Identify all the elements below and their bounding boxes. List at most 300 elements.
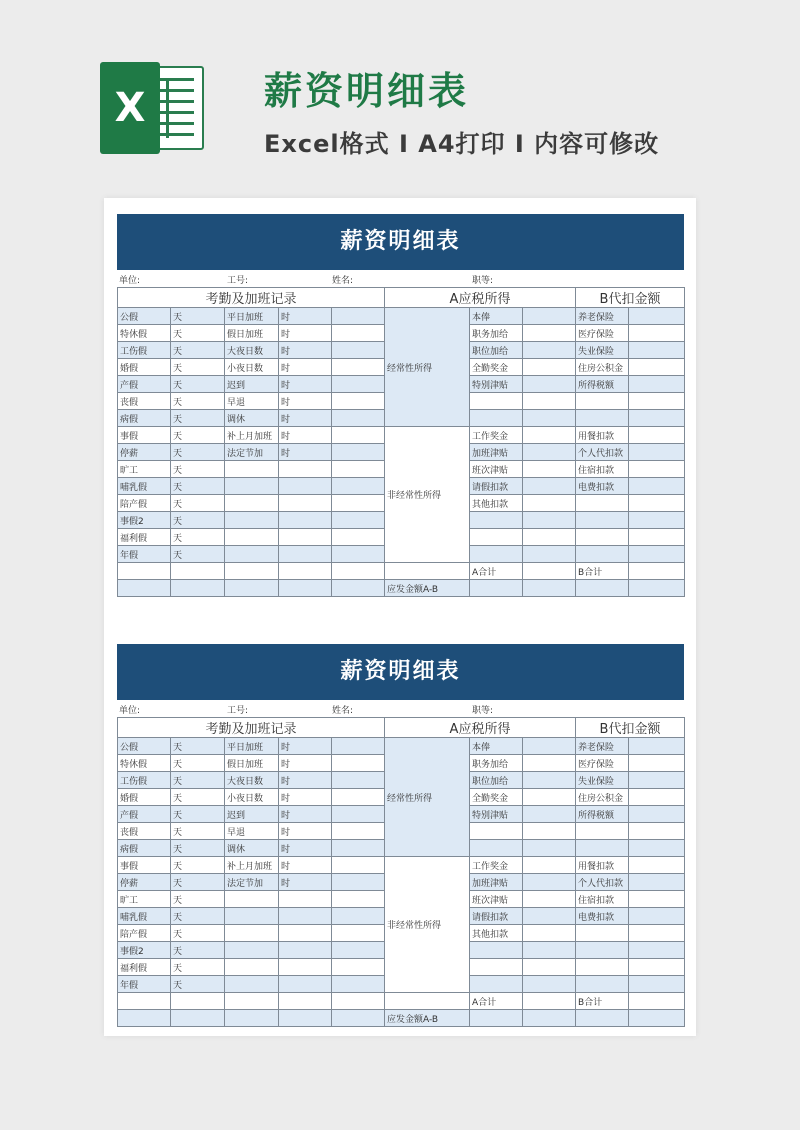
withhold-value-cell[interactable] — [629, 427, 685, 444]
empty-cell[interactable] — [225, 529, 279, 546]
withhold-item-cell[interactable]: 电费扣款 — [576, 908, 629, 925]
withhold-value-cell[interactable] — [629, 976, 685, 993]
empty-cell[interactable] — [576, 959, 629, 976]
empty-cell[interactable] — [470, 840, 523, 857]
empty-cell[interactable] — [470, 512, 523, 529]
value-cell[interactable] — [332, 789, 385, 806]
value-cell[interactable] — [332, 959, 385, 976]
withhold-item-cell[interactable]: 电费扣款 — [576, 478, 629, 495]
value-cell[interactable] — [332, 563, 385, 580]
day-unit-cell[interactable]: 天 — [171, 444, 225, 461]
income-value-cell[interactable] — [523, 925, 576, 942]
empty-cell[interactable] — [576, 942, 629, 959]
overtime-type-cell[interactable]: 假日加班 — [225, 325, 279, 342]
withhold-value-cell[interactable] — [629, 908, 685, 925]
empty-cell[interactable] — [171, 1010, 225, 1027]
value-cell[interactable] — [332, 755, 385, 772]
day-unit-cell[interactable]: 天 — [171, 976, 225, 993]
empty-cell[interactable] — [470, 546, 523, 563]
empty-cell[interactable] — [470, 393, 523, 410]
empty-cell[interactable] — [279, 580, 332, 597]
leave-type-cell[interactable]: 旷工 — [118, 461, 171, 478]
value-cell[interactable] — [332, 444, 385, 461]
value-cell[interactable] — [332, 891, 385, 908]
empty-cell[interactable] — [576, 823, 629, 840]
income-value-cell[interactable] — [523, 444, 576, 461]
withhold-value-cell[interactable] — [629, 942, 685, 959]
empty-cell[interactable] — [279, 891, 332, 908]
hour-unit-cell[interactable]: 时 — [279, 789, 332, 806]
empty-cell[interactable] — [576, 925, 629, 942]
income-value-cell[interactable] — [523, 755, 576, 772]
day-unit-cell[interactable]: 天 — [171, 772, 225, 789]
leave-type-cell[interactable]: 哺乳假 — [118, 478, 171, 495]
empty-cell[interactable] — [225, 1010, 279, 1027]
income-item-cell[interactable]: 全勤奖金 — [470, 789, 523, 806]
empty-cell[interactable] — [225, 495, 279, 512]
withhold-item-cell[interactable]: 养老保险 — [576, 308, 629, 325]
overtime-type-cell[interactable]: 早退 — [225, 823, 279, 840]
income-item-cell[interactable]: 特别津贴 — [470, 376, 523, 393]
empty-cell[interactable] — [225, 580, 279, 597]
empty-cell[interactable] — [225, 512, 279, 529]
income-item-cell[interactable]: 特别津贴 — [470, 806, 523, 823]
empty-cell[interactable] — [470, 823, 523, 840]
income-item-cell[interactable]: 职务加给 — [470, 755, 523, 772]
overtime-type-cell[interactable]: 迟到 — [225, 806, 279, 823]
day-unit-cell[interactable]: 天 — [171, 478, 225, 495]
income-value-cell[interactable] — [523, 580, 576, 597]
leave-type-cell[interactable]: 婚假 — [118, 789, 171, 806]
value-cell[interactable] — [332, 738, 385, 755]
income-value-cell[interactable] — [523, 512, 576, 529]
income-value-cell[interactable] — [523, 891, 576, 908]
overtime-type-cell[interactable]: 早退 — [225, 393, 279, 410]
value-cell[interactable] — [332, 529, 385, 546]
income-value-cell[interactable] — [523, 840, 576, 857]
leave-type-cell[interactable]: 工伤假 — [118, 772, 171, 789]
withhold-value-cell[interactable] — [629, 529, 685, 546]
withhold-item-cell[interactable]: 医疗保险 — [576, 325, 629, 342]
withhold-value-cell[interactable] — [629, 512, 685, 529]
empty-cell[interactable] — [279, 546, 332, 563]
hour-unit-cell[interactable]: 时 — [279, 410, 332, 427]
leave-type-cell[interactable]: 事假 — [118, 427, 171, 444]
income-value-cell[interactable] — [523, 359, 576, 376]
leave-type-cell[interactable]: 年假 — [118, 546, 171, 563]
leave-type-cell[interactable]: 公假 — [118, 308, 171, 325]
withhold-value-cell[interactable] — [629, 823, 685, 840]
leave-type-cell[interactable]: 陪产假 — [118, 925, 171, 942]
income-value-cell[interactable] — [523, 806, 576, 823]
day-unit-cell[interactable]: 天 — [171, 942, 225, 959]
withhold-item-cell[interactable]: 住房公积金 — [576, 359, 629, 376]
withhold-item-cell[interactable]: 失业保险 — [576, 772, 629, 789]
income-item-cell[interactable]: 职位加给 — [470, 772, 523, 789]
withhold-value-cell[interactable] — [629, 478, 685, 495]
empty-cell[interactable] — [279, 495, 332, 512]
income-item-cell[interactable]: 本俸 — [470, 738, 523, 755]
day-unit-cell[interactable]: 天 — [171, 359, 225, 376]
income-item-cell[interactable]: 全勤奖金 — [470, 359, 523, 376]
income-item-cell[interactable]: 加班津贴 — [470, 874, 523, 891]
day-unit-cell[interactable]: 天 — [171, 891, 225, 908]
empty-cell[interactable] — [225, 891, 279, 908]
income-value-cell[interactable] — [523, 427, 576, 444]
day-unit-cell[interactable]: 天 — [171, 959, 225, 976]
leave-type-cell[interactable]: 事假2 — [118, 942, 171, 959]
overtime-type-cell[interactable]: 法定节加 — [225, 874, 279, 891]
value-cell[interactable] — [332, 478, 385, 495]
day-unit-cell[interactable]: 天 — [171, 755, 225, 772]
withhold-value-cell[interactable] — [629, 563, 685, 580]
value-cell[interactable] — [332, 512, 385, 529]
withhold-item-cell[interactable]: 个人代扣款 — [576, 444, 629, 461]
value-cell[interactable] — [332, 325, 385, 342]
leave-type-cell[interactable]: 病假 — [118, 410, 171, 427]
empty-cell[interactable] — [279, 529, 332, 546]
withhold-value-cell[interactable] — [629, 461, 685, 478]
value-cell[interactable] — [332, 308, 385, 325]
withhold-item-cell[interactable]: 所得税额 — [576, 806, 629, 823]
day-unit-cell[interactable]: 天 — [171, 461, 225, 478]
value-cell[interactable] — [332, 1010, 385, 1027]
income-item-cell[interactable]: 职位加给 — [470, 342, 523, 359]
withhold-value-cell[interactable] — [629, 308, 685, 325]
hour-unit-cell[interactable]: 时 — [279, 755, 332, 772]
empty-cell[interactable] — [118, 563, 171, 580]
overtime-type-cell[interactable]: 平日加班 — [225, 308, 279, 325]
withhold-value-cell[interactable] — [629, 772, 685, 789]
withhold-value-cell[interactable] — [629, 342, 685, 359]
value-cell[interactable] — [332, 393, 385, 410]
empty-cell[interactable] — [470, 529, 523, 546]
leave-type-cell[interactable]: 旷工 — [118, 891, 171, 908]
withhold-value-cell[interactable] — [629, 580, 685, 597]
hour-unit-cell[interactable]: 时 — [279, 342, 332, 359]
income-value-cell[interactable] — [523, 976, 576, 993]
day-unit-cell[interactable]: 天 — [171, 806, 225, 823]
withhold-item-cell[interactable]: 用餐扣款 — [576, 857, 629, 874]
leave-type-cell[interactable]: 工伤假 — [118, 342, 171, 359]
withhold-value-cell[interactable] — [629, 874, 685, 891]
empty-cell[interactable] — [118, 1010, 171, 1027]
empty-cell[interactable] — [576, 840, 629, 857]
leave-type-cell[interactable]: 婚假 — [118, 359, 171, 376]
withhold-item-cell[interactable]: 养老保险 — [576, 738, 629, 755]
withhold-value-cell[interactable] — [629, 444, 685, 461]
day-unit-cell[interactable]: 天 — [171, 529, 225, 546]
withhold-item-cell[interactable]: 住宿扣款 — [576, 461, 629, 478]
overtime-type-cell[interactable]: 补上月加班 — [225, 857, 279, 874]
overtime-type-cell[interactable]: 迟到 — [225, 376, 279, 393]
day-unit-cell[interactable]: 天 — [171, 874, 225, 891]
overtime-type-cell[interactable]: 大夜日数 — [225, 772, 279, 789]
empty-cell[interactable] — [279, 976, 332, 993]
empty-cell[interactable] — [279, 461, 332, 478]
withhold-item-cell[interactable]: 医疗保险 — [576, 755, 629, 772]
hour-unit-cell[interactable]: 时 — [279, 359, 332, 376]
income-value-cell[interactable] — [523, 410, 576, 427]
income-value-cell[interactable] — [523, 942, 576, 959]
empty-cell[interactable] — [385, 993, 470, 1010]
empty-cell[interactable] — [225, 461, 279, 478]
empty-cell[interactable] — [576, 512, 629, 529]
day-unit-cell[interactable]: 天 — [171, 325, 225, 342]
withhold-value-cell[interactable] — [629, 495, 685, 512]
withhold-value-cell[interactable] — [629, 325, 685, 342]
leave-type-cell[interactable]: 病假 — [118, 840, 171, 857]
income-item-cell[interactable]: 工作奖金 — [470, 427, 523, 444]
value-cell[interactable] — [332, 840, 385, 857]
day-unit-cell[interactable]: 天 — [171, 308, 225, 325]
empty-cell[interactable] — [576, 410, 629, 427]
empty-cell[interactable] — [171, 580, 225, 597]
withhold-value-cell[interactable] — [629, 410, 685, 427]
income-value-cell[interactable] — [523, 376, 576, 393]
day-unit-cell[interactable]: 天 — [171, 857, 225, 874]
day-unit-cell[interactable]: 天 — [171, 376, 225, 393]
leave-type-cell[interactable]: 特休假 — [118, 755, 171, 772]
leave-type-cell[interactable]: 事假 — [118, 857, 171, 874]
day-unit-cell[interactable]: 天 — [171, 512, 225, 529]
day-unit-cell[interactable]: 天 — [171, 495, 225, 512]
empty-cell[interactable] — [470, 959, 523, 976]
leave-type-cell[interactable]: 丧假 — [118, 823, 171, 840]
income-value-cell[interactable] — [523, 308, 576, 325]
withhold-item-cell[interactable]: 失业保险 — [576, 342, 629, 359]
income-value-cell[interactable] — [523, 563, 576, 580]
income-value-cell[interactable] — [523, 857, 576, 874]
empty-cell[interactable] — [279, 908, 332, 925]
day-unit-cell[interactable]: 天 — [171, 908, 225, 925]
withhold-value-cell[interactable] — [629, 738, 685, 755]
empty-cell[interactable] — [470, 942, 523, 959]
value-cell[interactable] — [332, 461, 385, 478]
income-value-cell[interactable] — [523, 546, 576, 563]
empty-cell[interactable] — [171, 993, 225, 1010]
income-value-cell[interactable] — [523, 993, 576, 1010]
income-value-cell[interactable] — [523, 1010, 576, 1027]
overtime-type-cell[interactable]: 大夜日数 — [225, 342, 279, 359]
income-value-cell[interactable] — [523, 789, 576, 806]
hour-unit-cell[interactable]: 时 — [279, 823, 332, 840]
overtime-type-cell[interactable]: 调休 — [225, 410, 279, 427]
empty-cell[interactable] — [118, 580, 171, 597]
leave-type-cell[interactable]: 福利假 — [118, 959, 171, 976]
leave-type-cell[interactable]: 福利假 — [118, 529, 171, 546]
empty-cell[interactable] — [118, 993, 171, 1010]
empty-cell[interactable] — [225, 993, 279, 1010]
income-value-cell[interactable] — [523, 393, 576, 410]
day-unit-cell[interactable]: 天 — [171, 925, 225, 942]
leave-type-cell[interactable]: 丧假 — [118, 393, 171, 410]
value-cell[interactable] — [332, 874, 385, 891]
empty-cell[interactable] — [279, 925, 332, 942]
hour-unit-cell[interactable]: 时 — [279, 857, 332, 874]
value-cell[interactable] — [332, 823, 385, 840]
empty-cell[interactable] — [225, 478, 279, 495]
hour-unit-cell[interactable]: 时 — [279, 840, 332, 857]
income-item-cell[interactable]: 职务加给 — [470, 325, 523, 342]
empty-cell[interactable] — [576, 976, 629, 993]
leave-type-cell[interactable]: 公假 — [118, 738, 171, 755]
leave-type-cell[interactable]: 产假 — [118, 376, 171, 393]
value-cell[interactable] — [332, 925, 385, 942]
income-value-cell[interactable] — [523, 478, 576, 495]
withhold-item-cell[interactable]: 住房公积金 — [576, 789, 629, 806]
withhold-item-cell[interactable]: 所得税额 — [576, 376, 629, 393]
empty-cell[interactable] — [225, 563, 279, 580]
empty-cell[interactable] — [279, 942, 332, 959]
overtime-type-cell[interactable]: 补上月加班 — [225, 427, 279, 444]
income-value-cell[interactable] — [523, 908, 576, 925]
value-cell[interactable] — [332, 342, 385, 359]
hour-unit-cell[interactable]: 时 — [279, 308, 332, 325]
withhold-value-cell[interactable] — [629, 546, 685, 563]
empty-cell[interactable] — [470, 580, 523, 597]
leave-type-cell[interactable]: 产假 — [118, 806, 171, 823]
withhold-value-cell[interactable] — [629, 755, 685, 772]
overtime-type-cell[interactable]: 调休 — [225, 840, 279, 857]
withhold-value-cell[interactable] — [629, 925, 685, 942]
income-item-cell[interactable]: 其他扣款 — [470, 925, 523, 942]
withhold-value-cell[interactable] — [629, 891, 685, 908]
value-cell[interactable] — [332, 376, 385, 393]
leave-type-cell[interactable]: 特休假 — [118, 325, 171, 342]
withhold-value-cell[interactable] — [629, 857, 685, 874]
empty-cell[interactable] — [279, 512, 332, 529]
day-unit-cell[interactable]: 天 — [171, 393, 225, 410]
income-item-cell[interactable]: 班次津贴 — [470, 461, 523, 478]
day-unit-cell[interactable]: 天 — [171, 342, 225, 359]
income-item-cell[interactable]: 工作奖金 — [470, 857, 523, 874]
day-unit-cell[interactable]: 天 — [171, 789, 225, 806]
empty-cell[interactable] — [225, 546, 279, 563]
withhold-value-cell[interactable] — [629, 806, 685, 823]
income-item-cell[interactable]: 请假扣款 — [470, 908, 523, 925]
day-unit-cell[interactable]: 天 — [171, 738, 225, 755]
leave-type-cell[interactable]: 年假 — [118, 976, 171, 993]
leave-type-cell[interactable]: 停薪 — [118, 874, 171, 891]
day-unit-cell[interactable]: 天 — [171, 546, 225, 563]
empty-cell[interactable] — [385, 563, 470, 580]
hour-unit-cell[interactable]: 时 — [279, 772, 332, 789]
income-item-cell[interactable]: 加班津贴 — [470, 444, 523, 461]
day-unit-cell[interactable]: 天 — [171, 427, 225, 444]
leave-type-cell[interactable]: 哺乳假 — [118, 908, 171, 925]
hour-unit-cell[interactable]: 时 — [279, 444, 332, 461]
value-cell[interactable] — [332, 359, 385, 376]
empty-cell[interactable] — [576, 529, 629, 546]
income-item-cell[interactable]: 请假扣款 — [470, 478, 523, 495]
hour-unit-cell[interactable]: 时 — [279, 738, 332, 755]
leave-type-cell[interactable]: 陪产假 — [118, 495, 171, 512]
empty-cell[interactable] — [225, 908, 279, 925]
day-unit-cell[interactable]: 天 — [171, 410, 225, 427]
overtime-type-cell[interactable]: 法定节加 — [225, 444, 279, 461]
empty-cell[interactable] — [225, 925, 279, 942]
income-value-cell[interactable] — [523, 495, 576, 512]
withhold-item-cell[interactable]: 用餐扣款 — [576, 427, 629, 444]
empty-cell[interactable] — [470, 410, 523, 427]
income-value-cell[interactable] — [523, 529, 576, 546]
value-cell[interactable] — [332, 495, 385, 512]
empty-cell[interactable] — [171, 563, 225, 580]
value-cell[interactable] — [332, 806, 385, 823]
day-unit-cell[interactable]: 天 — [171, 840, 225, 857]
value-cell[interactable] — [332, 993, 385, 1010]
income-item-cell[interactable]: 班次津贴 — [470, 891, 523, 908]
empty-cell[interactable] — [225, 942, 279, 959]
income-value-cell[interactable] — [523, 874, 576, 891]
empty-cell[interactable] — [470, 1010, 523, 1027]
value-cell[interactable] — [332, 908, 385, 925]
hour-unit-cell[interactable]: 时 — [279, 325, 332, 342]
hour-unit-cell[interactable]: 时 — [279, 874, 332, 891]
value-cell[interactable] — [332, 976, 385, 993]
overtime-type-cell[interactable]: 平日加班 — [225, 738, 279, 755]
empty-cell[interactable] — [279, 993, 332, 1010]
day-unit-cell[interactable]: 天 — [171, 823, 225, 840]
hour-unit-cell[interactable]: 时 — [279, 806, 332, 823]
income-value-cell[interactable] — [523, 461, 576, 478]
empty-cell[interactable] — [225, 976, 279, 993]
withhold-value-cell[interactable] — [629, 993, 685, 1010]
withhold-value-cell[interactable] — [629, 376, 685, 393]
empty-cell[interactable] — [225, 959, 279, 976]
empty-cell[interactable] — [279, 563, 332, 580]
income-value-cell[interactable] — [523, 959, 576, 976]
value-cell[interactable] — [332, 772, 385, 789]
withhold-item-cell[interactable]: 个人代扣款 — [576, 874, 629, 891]
empty-cell[interactable] — [470, 976, 523, 993]
withhold-value-cell[interactable] — [629, 789, 685, 806]
income-value-cell[interactable] — [523, 772, 576, 789]
empty-cell[interactable] — [279, 959, 332, 976]
withhold-value-cell[interactable] — [629, 959, 685, 976]
income-value-cell[interactable] — [523, 342, 576, 359]
withhold-value-cell[interactable] — [629, 359, 685, 376]
hour-unit-cell[interactable]: 时 — [279, 376, 332, 393]
value-cell[interactable] — [332, 580, 385, 597]
income-value-cell[interactable] — [523, 738, 576, 755]
empty-cell[interactable] — [576, 495, 629, 512]
hour-unit-cell[interactable]: 时 — [279, 427, 332, 444]
empty-cell[interactable] — [576, 1010, 629, 1027]
overtime-type-cell[interactable]: 小夜日数 — [225, 789, 279, 806]
empty-cell[interactable] — [279, 478, 332, 495]
value-cell[interactable] — [332, 857, 385, 874]
empty-cell[interactable] — [279, 1010, 332, 1027]
income-item-cell[interactable]: 本俸 — [470, 308, 523, 325]
withhold-value-cell[interactable] — [629, 840, 685, 857]
overtime-type-cell[interactable]: 假日加班 — [225, 755, 279, 772]
value-cell[interactable] — [332, 427, 385, 444]
empty-cell[interactable] — [576, 580, 629, 597]
income-value-cell[interactable] — [523, 325, 576, 342]
leave-type-cell[interactable]: 事假2 — [118, 512, 171, 529]
withhold-item-cell[interactable]: 住宿扣款 — [576, 891, 629, 908]
value-cell[interactable] — [332, 546, 385, 563]
withhold-value-cell[interactable] — [629, 1010, 685, 1027]
value-cell[interactable] — [332, 942, 385, 959]
empty-cell[interactable] — [576, 546, 629, 563]
income-value-cell[interactable] — [523, 823, 576, 840]
withhold-value-cell[interactable] — [629, 393, 685, 410]
income-item-cell[interactable]: 其他扣款 — [470, 495, 523, 512]
hour-unit-cell[interactable]: 时 — [279, 393, 332, 410]
